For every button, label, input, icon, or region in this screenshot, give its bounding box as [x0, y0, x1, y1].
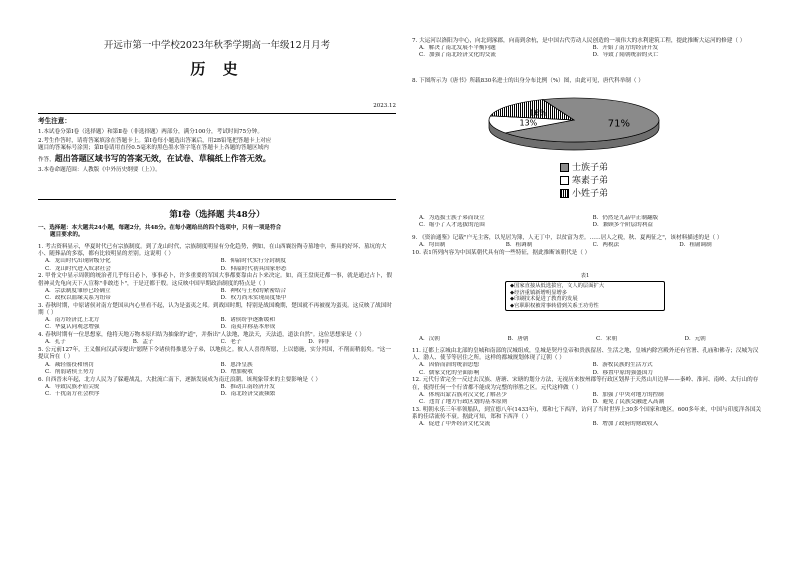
notice-line: 题目的答案标号涂黑；第Ⅱ卷请用直径0.5毫米的黑色墨水签字笔在答题卡上各题的答题区域内: [38, 145, 269, 152]
table-row: ◆经济重镇新增明显增多: [510, 289, 568, 296]
pie-label: 16%: [529, 108, 547, 118]
notice-line: 3.本卷命题范围：人教版《中外历史纲要（上）》。: [38, 166, 161, 173]
option[interactable]: A．宗法制度雏形已经确立: [45, 287, 111, 294]
option[interactable]: C．干扰南方社会秩序: [45, 391, 100, 398]
notice-block: [38, 117, 396, 174]
question-list-left: [38, 244, 396, 399]
question: [412, 215, 766, 229]
notice-line: 作答，超出答题区域书写的答案无效，在试卷、草稿纸上作答无效。: [38, 152, 271, 163]
legend-swatch: [560, 189, 569, 198]
option[interactable]: C．华夏认同观念增强: [45, 324, 100, 331]
question-stem: 1. 考古资料显示，华夏时代已有宗族制度。到了龙山时代，宗族制度明显有分化趋势，例如，在山西襄汾陶寺墓地中，葬具的好坏、墓坑的大小、随葬品的多寡，都有比较明显的差别。这说明（ ）: [38, 244, 387, 258]
option[interactable]: B．唐朝: [507, 336, 529, 342]
question: [412, 78, 766, 85]
question-stem: 5. 公元前127年，王义偃向汉武帝提出"愿陛下令诸侯得推恩分子弟，以地侯之。彼人人喜得所愿，上以德施，实分其国，不削而稍弱矣。"这一提议旨在（ ）: [38, 347, 391, 361]
question-10-options: [412, 336, 773, 343]
table-row: ◆国家直接从低选拔官，文人的层面扩大: [510, 283, 605, 290]
exam-date: 2023.12: [373, 103, 396, 109]
option[interactable]: B．仰韶时代实行分封制度: [220, 258, 287, 265]
option[interactable]: D．南北经济交流频繁: [220, 391, 276, 398]
option[interactable]: D．韩非: [308, 339, 330, 346]
notice-emphasis: 超出答题区域书写的答案无效，在试卷、草稿纸上作答无效。: [54, 152, 271, 163]
option[interactable]: C．龙山时代进入奴隶社会: [45, 265, 111, 272]
option[interactable]: B．神权与王权的紧密结合: [220, 287, 287, 294]
notice-heading: 考生注意：: [38, 117, 71, 125]
option[interactable]: B．开始了南方的经济开发: [592, 45, 659, 52]
option[interactable]: A．减轻徭役和刑罚: [45, 361, 94, 368]
question-stem: 12. 元代行省完全一反过去汉族、唐瑭、宋瑭的划分方法，无视历来按州郡等行政区划界于天然山川边界——秦岭、淮河、南岭、太行山的存在，使得任何一个行省都不能成为完整的形胜之区。元代这样做（ ）: [412, 377, 759, 391]
option-group: [38, 317, 396, 331]
option[interactable]: C．老子: [220, 339, 242, 346]
option[interactable]: C．违背了地方行政区划的基本原则: [419, 399, 508, 406]
table-row: ◆印刷技术促进了教育的发展: [510, 296, 578, 303]
legend-item: 士族子弟: [560, 162, 608, 175]
option[interactable]: C．两税法: [592, 242, 620, 249]
pie-label: 71%: [607, 118, 631, 130]
notice-divider: [38, 199, 396, 200]
question: [38, 244, 396, 273]
question: [38, 303, 396, 332]
question-stem: 10. 表1所列内容为中国某朝代具有的一些特征，据此推断该朝代是（ ）: [412, 250, 591, 256]
legend-swatch: [560, 163, 569, 172]
question-stem: 13. 明朝永乐三年率领船队，到宣德八年(1433年)，郑和七下西洋，访问了当时世界上30多个国家和地区。600多年来，中国与印度洋各国关系的佳话流传不衰。据此可知，郑和下西洋（ ）: [412, 406, 762, 421]
option-group: [38, 258, 396, 272]
header-divider: [38, 113, 396, 114]
exam-title: 开远市第一中学校2023年秋季学期高一年级12月月考: [103, 40, 331, 51]
question: [412, 250, 766, 257]
option-group: [412, 392, 766, 406]
option[interactable]: B．诸侯纷争逐渐缓和: [220, 317, 275, 324]
question-8: [412, 78, 766, 86]
option[interactable]: B．孟子: [132, 339, 154, 346]
option-group: [38, 339, 396, 346]
table-caption: 表1: [580, 273, 590, 279]
option[interactable]: B．推动江南经济开发: [220, 383, 275, 390]
pie-chart: [474, 90, 674, 160]
question: [38, 273, 396, 302]
question-9-10: [412, 235, 766, 258]
section1-title: 第Ⅰ卷（选择题 共48分）: [169, 210, 265, 220]
option[interactable]: A．龙山时代出现阶级分化: [45, 258, 111, 265]
option[interactable]: D．移置中原的强盛国力: [592, 369, 653, 376]
option[interactable]: B．加强了中央对地方的控制: [592, 391, 664, 398]
option[interactable]: C．政权以血缘关系为纽带: [45, 295, 111, 302]
option[interactable]: C．削弱诸侯王势力: [45, 368, 95, 375]
option[interactable]: B．增加了政府的财政收入: [592, 421, 659, 428]
option[interactable]: B．游牧民族的生活方式: [592, 362, 653, 369]
question-stem: 9. 《资治通鉴》记载"户无主客，以见居为簿，人无丁中，以贫富为差。……居人之税，秋、夏两征之"，该材料描述的是（ ）: [412, 235, 723, 241]
table-row: ◆官职职权被常事转借到关系王功劳性: [510, 302, 599, 309]
question: [412, 348, 766, 377]
pie-label: 13%: [519, 118, 538, 128]
option[interactable]: C．加强了南北经济文化的交流: [419, 52, 496, 59]
legend-item: 小姓子弟: [560, 188, 608, 201]
option[interactable]: A．促进了中外经济文化交流: [419, 421, 491, 428]
legend-swatch: [560, 176, 569, 185]
question: [38, 347, 396, 376]
legend-item: 寒素子弟: [560, 175, 608, 188]
pie-legend: [560, 162, 608, 201]
option[interactable]: A．体现出蒙古族对汉文化了解甚少: [419, 391, 507, 398]
option[interactable]: B．恩泽皇族: [220, 361, 253, 368]
option[interactable]: D．导致了隋朝统治的灭亡: [592, 52, 659, 59]
question: [412, 377, 766, 406]
question-list-right: [412, 348, 766, 429]
option[interactable]: D．增加税收: [220, 368, 253, 375]
option[interactable]: A．因俗而治的统治思想: [419, 362, 479, 369]
option[interactable]: A．导致民族矛盾尖锐: [45, 383, 100, 390]
question: [412, 235, 766, 249]
option[interactable]: D．权力尚未实现高度集中: [220, 295, 287, 302]
question-stem: 3. 春秋时期，中原诸侯对南方楚国从内心里看不起，认为是蛮夷之邦。到战国时期，特别是战国晚期，楚国就不再被视为蛮夷。这反映了战国时期（ ）: [38, 302, 392, 317]
option-group: [38, 362, 396, 376]
option-group: [412, 421, 766, 428]
option-group: [38, 384, 396, 398]
option-group: [412, 362, 766, 376]
option[interactable]: D．南夷并称基本形成: [220, 324, 276, 331]
option-group: [412, 242, 766, 249]
option[interactable]: D．兼顾多个阶层的利益: [592, 222, 653, 229]
option[interactable]: D．租庸调制: [679, 242, 712, 249]
question: [38, 377, 396, 399]
notice-line: 1.本试卷分第Ⅰ卷（选择题）和第Ⅱ卷（非选择题）两部分，满分100分，考试时间75分钟。: [38, 129, 263, 135]
option[interactable]: A．均田制: [419, 242, 446, 249]
question-stem: 6. 自西晋末年起，北方人民为了躲避战乱，大批流亡南下，逐渐发展成为南迁浪潮。该现象带来的主要影响是（ ）: [38, 376, 321, 383]
table-rows: [505, 281, 665, 311]
subject-title: 历 史: [190, 60, 244, 78]
option-group: [412, 215, 766, 229]
option[interactable]: C．缩小了人才选拔的范围: [419, 222, 485, 229]
option[interactable]: A．为选拔士族子弟而设立: [419, 215, 485, 221]
question: [412, 407, 766, 429]
question-7: [412, 38, 766, 60]
option[interactable]: B．仍然是九品中正制翻版: [592, 215, 659, 221]
option[interactable]: A．汉朝: [419, 336, 440, 342]
option[interactable]: A．孔子: [45, 339, 66, 346]
option-group: [38, 288, 396, 302]
question-stem: 4. 春秋时期有一位思想家，他将天地万物本原归结为抽象的"道"，并指出"人法地，地法天，天法道，道法自然"。这位思想家是（ ）: [38, 332, 365, 339]
question-stem: 7. 大运河以洛阳为中心，向北到涿郡，向南到余杭，是中国古代劳动人民创造的一项伟大的水利建筑工程，提此推断大运河的修建（ ）: [412, 38, 746, 44]
option[interactable]: C．宋朝: [596, 336, 618, 342]
option-group: [412, 45, 766, 59]
question: [412, 38, 766, 60]
question: [38, 332, 396, 346]
question-stem: 2. 甲骨文中显示周朝的统治者几乎每日必卜，事事必卜，许多重要的军国大事都要靠由占卜来决定。如，商王盘庚迁都一事，就是通过占卜，假借神灵先龟向天下人宣称"非敢违卜"，于是迁都于殷。这反映中国早期政治制度的特点是（ ）: [38, 273, 392, 287]
option[interactable]: A．南方经济比上北方: [45, 317, 100, 324]
option[interactable]: D．仰韶时代初具国家形态: [220, 265, 287, 272]
question-stem: 11. 辽都上京城由北部的皇城和南部的汉城组成，皇城是契丹皇帝和贵族留居、生活之地，皇城内除宫殿外还有官署、孔庙和佛寺；汉城为汉人、渤人、使节等居住之所。这样的都城规划体现了辽朝（ ）: [412, 348, 759, 362]
option[interactable]: C．儒家文化的全面影响: [419, 369, 480, 376]
option[interactable]: B．租调制: [505, 242, 533, 249]
option[interactable]: D．元朝: [684, 336, 706, 342]
section1-instructions: 一、选择题：本大题共24小题，每题2分，共48分。在每小题给出的四个选项中，只有一项是符合 题目要求的。: [38, 225, 282, 239]
option[interactable]: A．解决了南北发展不平衡问题: [419, 45, 496, 52]
option[interactable]: D．避免了民族交融进入高潮: [592, 399, 665, 406]
table-1: [505, 273, 665, 312]
question-8-options: [412, 215, 766, 230]
question-stem: 8. 下图所示为《唐书》所载830名进士的出身分布比例（%）图，由此可见，唐代科举制（ ）: [412, 78, 644, 84]
notice-line: 2.考生作答时，请将答案填涂在答题卡上。第Ⅰ卷每小题选出答案后，用2B铅笔把答题卡上对应: [38, 138, 272, 145]
